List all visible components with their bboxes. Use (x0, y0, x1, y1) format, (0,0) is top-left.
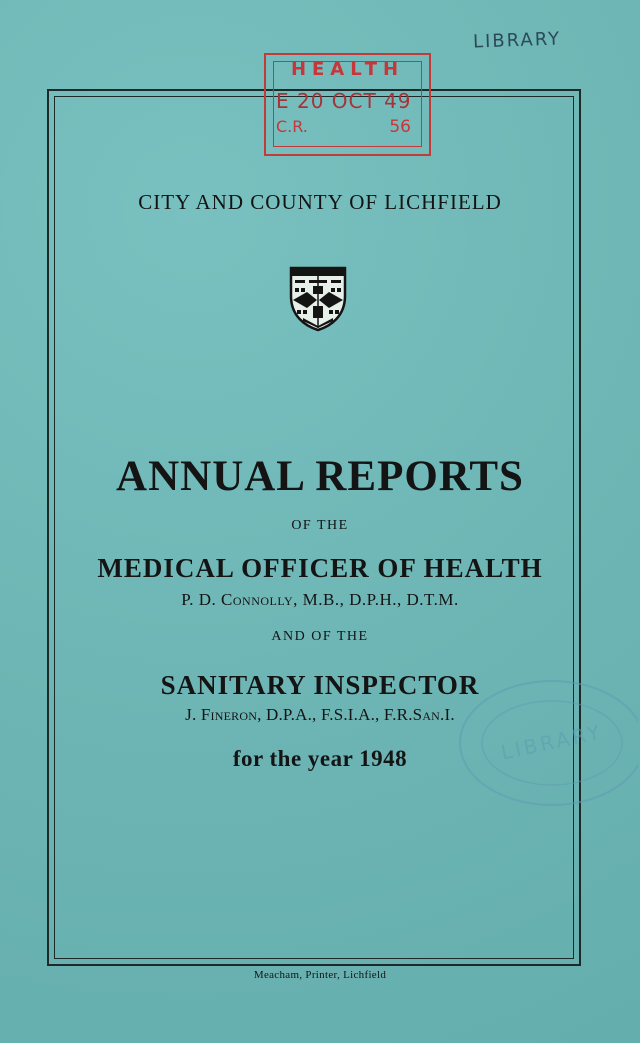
city-heading: CITY AND COUNTY OF LICHFIELD (138, 190, 502, 214)
library-oval-stamp (452, 665, 638, 815)
stamp-reference-label: C.R. (276, 117, 308, 136)
stamp-reference (276, 117, 411, 136)
moh-heading: MEDICAL OFFICER OF HEALTH (97, 553, 543, 583)
connector-and-of-the: AND OF THE (271, 629, 369, 644)
coat-of-arms-icon (289, 266, 347, 332)
printer-credit: Meacham, Printer, Lichfield (253, 969, 387, 981)
health-received-stamp (264, 53, 431, 156)
sanitary-inspector-name: J. Fineron, D.P.A., F.S.I.A., F.R.San.I. (185, 705, 455, 724)
stamp-department: HEALTH (290, 59, 405, 80)
stamp-reference-number: 56 (389, 117, 411, 137)
report-title: ANNUAL REPORTS (116, 453, 524, 500)
connector-of-the: OF THE (291, 518, 349, 533)
library-handwritten-note: LIBRARY (472, 28, 562, 53)
stamp-date: E 20 OCT 49 (276, 89, 412, 113)
moh-name: P. D. Connolly, M.B., D.P.H., D.T.M. (181, 590, 459, 609)
library-stamp-text: LIBRARY (498, 719, 605, 765)
report-year: for the year 1948 (232, 746, 408, 771)
sanitary-inspector-heading: SANITARY INSPECTOR (160, 670, 480, 700)
